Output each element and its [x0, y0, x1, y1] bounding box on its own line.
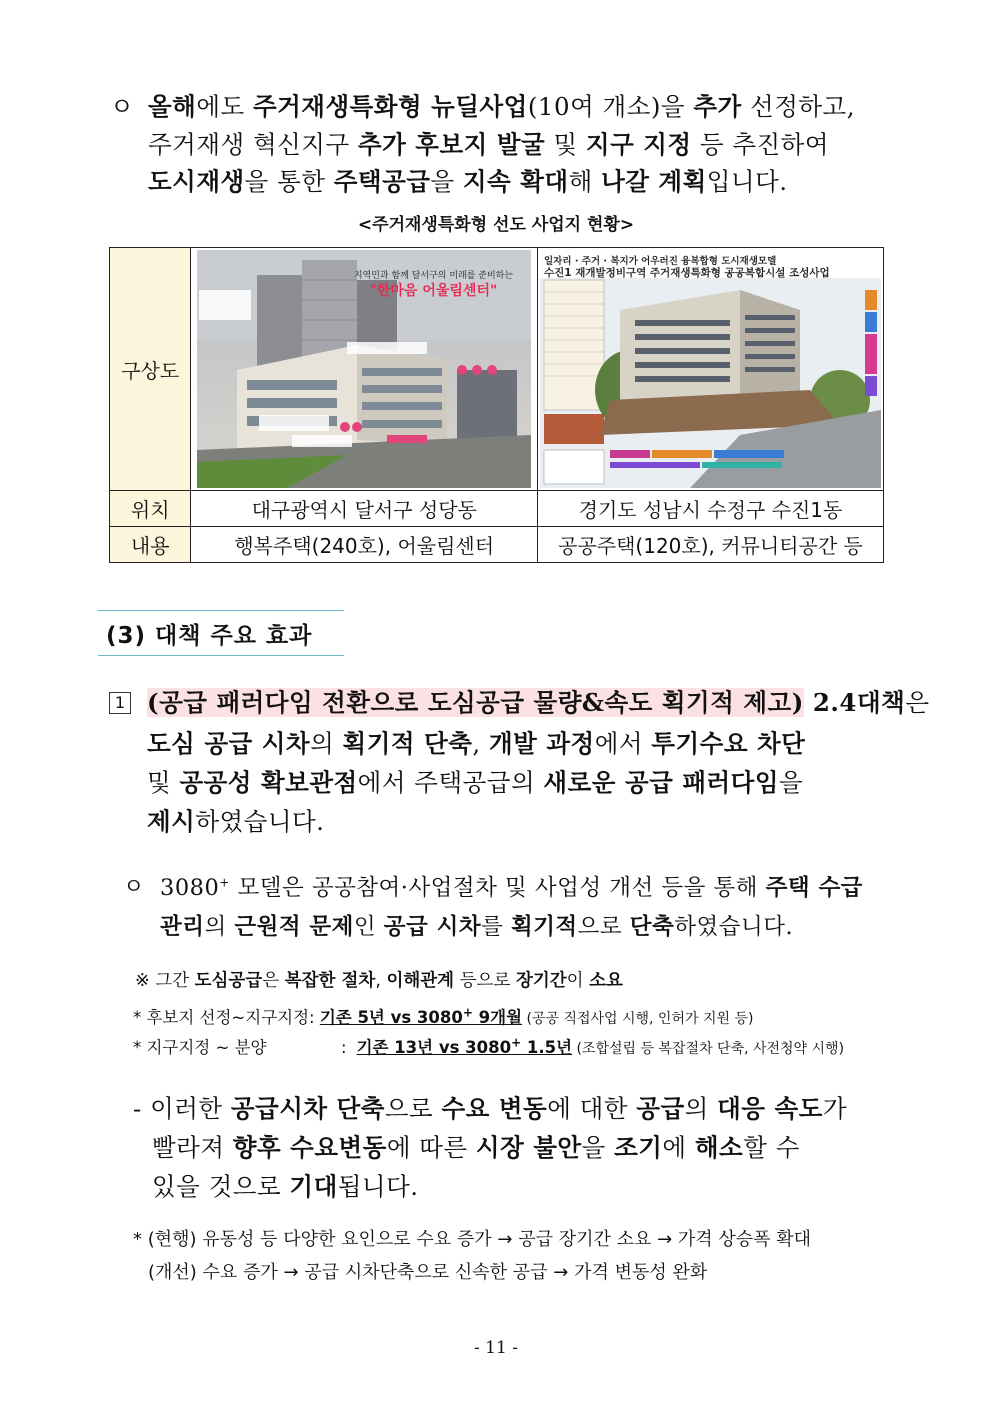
left-plan-cell [191, 248, 538, 491]
table-caption: <주거재생특화형 선도 사업지 현황> [357, 215, 635, 235]
page-number: - 11 - [474, 1338, 518, 1358]
item1-line4: 제시하였습니다. [147, 807, 325, 836]
right-image-line2: 수진1 재개발정비구역 주거재생특화형 공공복합시설 조성사업 [544, 267, 830, 279]
item1-line2: 도심 공급 시차의 획기적 단축, 개발 과정에서 투기수요 차단 [147, 729, 806, 758]
right-content: 공공주택(120호), 커뮤니티공간 등 [538, 527, 884, 563]
item-number-box: 1 [109, 692, 131, 714]
para3-line2: 빨라져 향후 수요변동에 따른 시장 불안을 조기에 해소할 수 [152, 1133, 800, 1162]
footnote-line2: (개선) 수요 증가 → 공급 시차단축으로 신속한 공급 → 가격 변동성 완화 [148, 1262, 708, 1283]
right-plan-cell [538, 248, 884, 491]
item1-line3: 및 공공성 확보관점에서 주택공급의 새로운 공급 패러다임을 [147, 768, 804, 797]
item1-line1: (공급 패러다임 전환으로 도심공급 물량&속도 획기적 제고) 2.4대책은 [147, 688, 930, 717]
left-image-subtitle: 지역민과 함께 달서구의 미래를 준비하는 [353, 271, 514, 281]
row-label-plan: 구상도 [110, 248, 191, 491]
left-content: 행복주택(240호), 어울림센터 [191, 527, 538, 563]
row-label-content: 내용 [110, 527, 191, 563]
note-3-value: : 기존 13년 vs 3080+ 1.5년 (조합설립 등 복잡절차 단축, 사전청약 시행) [341, 1035, 845, 1057]
left-rendering-image [193, 250, 535, 488]
row-label-location: 위치 [110, 491, 191, 527]
project-table [109, 247, 884, 563]
note-1: ※ 그간 도심공급은 복잡한 절차, 이해관계 등으로 장기간이 소요 [135, 971, 623, 991]
right-rendering-image [540, 250, 881, 488]
para3-line1: - 이러한 공급시차 단축으로 수요 변동에 대한 공급의 대응 속도가 [133, 1094, 847, 1123]
left-image-title: "한마음 어울림센터" [369, 283, 498, 299]
para1-line1: 올해에도 주거재생특화형 뉴딜사업(10여 개소)을 추가 선정하고, [148, 92, 855, 121]
footnote-line1: * (현행) 유동성 등 다양한 요인으로 수요 증가 → 공급 장기간 소요 → 가격 상승폭 확대 [133, 1229, 812, 1250]
section-header [98, 610, 344, 656]
note-3: * 지구지정 ~ 분양 [133, 1038, 267, 1057]
para2-line2: 관리의 근원적 문제인 공급 시차를 획기적으로 단축하였습니다. [160, 914, 794, 940]
section-title: (3) 대책 주요 효과 [106, 623, 313, 649]
para2-line1: 3080+ 모델은 공공참여·사업절차 및 사업성 개선 등을 통해 주택 수급 [160, 875, 863, 901]
para2-bullet: ㅇ [123, 875, 145, 900]
para1-line3: 도시재생을 통한 주택공급을 지속 확대해 나갈 계획입니다. [148, 167, 788, 196]
right-location: 경기도 성남시 수정구 수진1동 [538, 491, 884, 527]
note-2: * 후보지 선정~지구지정: 기존 5년 vs 3080+ 9개월 (공공 직접사업 시행, 인허가 지원 등) [133, 1005, 754, 1027]
para3-line3: 있을 것으로 기대됩니다. [152, 1172, 419, 1201]
para1-line2: 주거재생 혁신지구 추가 후보지 발굴 및 지구 지정 등 추진하여 [148, 130, 830, 159]
right-image-line1: 일자리 · 주거 · 복지가 어우러진 융복합형 도시재생모델 [544, 256, 777, 267]
para1-bullet: ㅇ [110, 92, 135, 121]
left-location: 대구광역시 달서구 성당동 [191, 491, 538, 527]
